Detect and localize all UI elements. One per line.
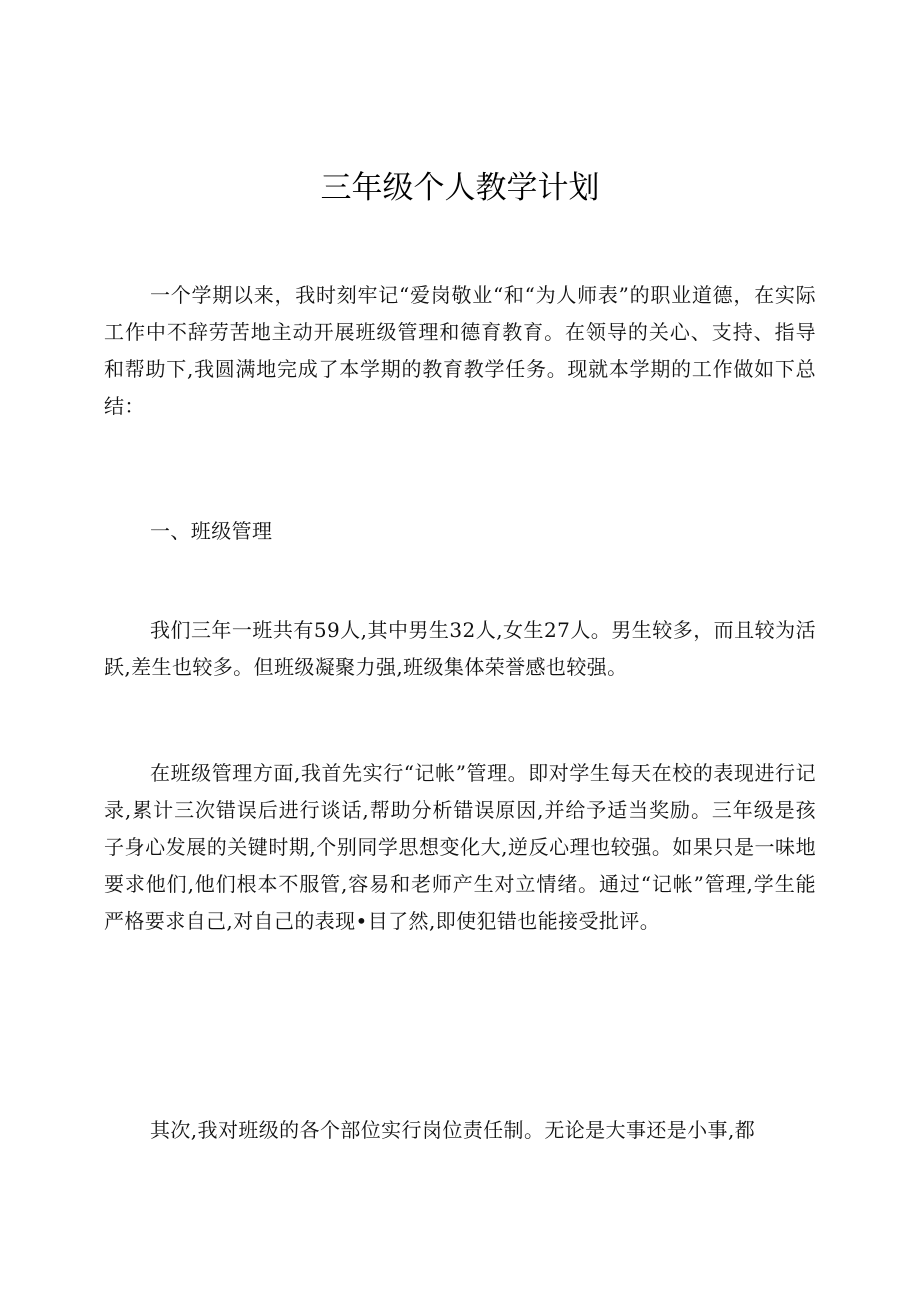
class-overview-paragraph: 我们三年一班共有59人,其中男生32人,女生27人。男生较多，而且较为活跃,差生也较多。但班级凝聚力强,班级集体荣誉感也较强。: [104, 618, 816, 679]
section-heading-class-management: 一、班级管理: [150, 519, 273, 543]
intro-paragraph: 一个学期以来，我时刻牢记“爱岗敬业“和“为人师表”的职业道德，在实际工作中不辞劳苦地主动开展班级管理和德育教育。在领导的关心、支持、指导和帮助下,我圆满地完成了本学期的教育教学任务。现就本学期的工作做如下总结：: [104, 283, 816, 418]
record-management-paragraph: 在班级管理方面,我首先实行“记帐”管理。即对学生每天在校的表现进行记录,累计三次错误后进行谈话,帮助分析错误原因,并给予适当奖励。三年级是孩子身心发展的关键时期,个别同学思想变化大,逆反心理也较强。如果只是一味地要求他们,他们根本不服管,容易和老师产生对立情绪。通过“记帐”管理,学生能严格要求自己,对自己的表现•目了然,即使犯错也能接受批评。: [104, 761, 816, 933]
responsibility-paragraph: 其次,我对班级的各个部位实行岗位责任制。无论是大事还是小事,都: [150, 1118, 756, 1142]
document-title: 三年级个人教学计划: [320, 170, 600, 206]
